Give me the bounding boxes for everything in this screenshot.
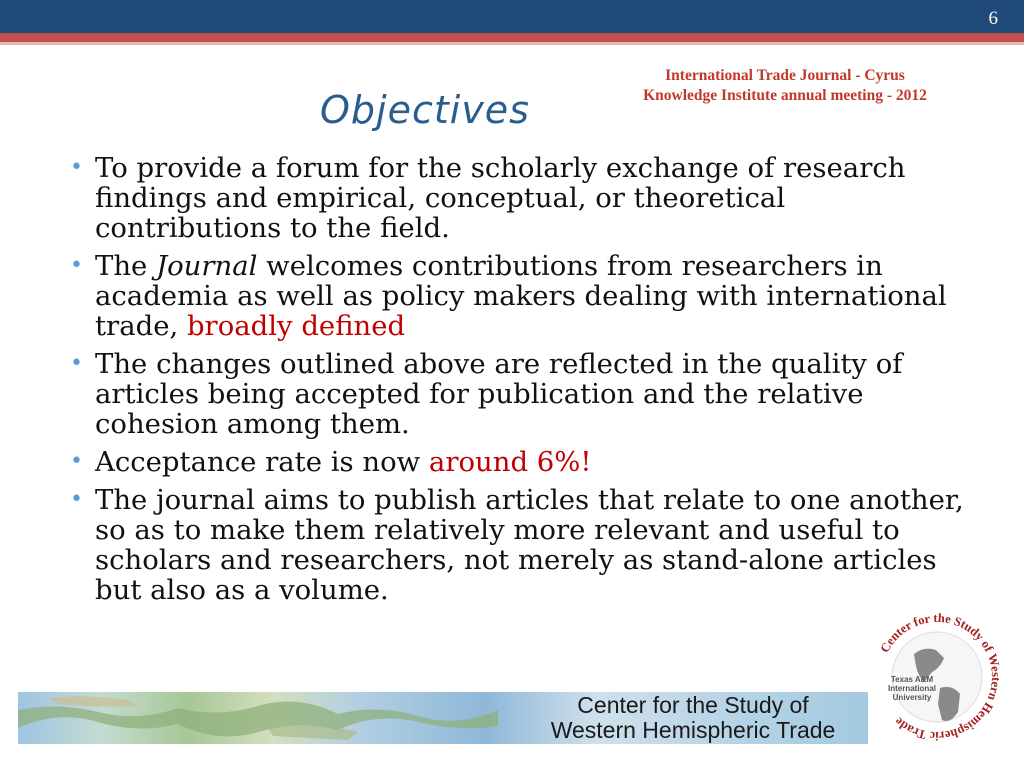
conference-line-2: Knowledge Institute annual meeting - 2012 [643, 87, 927, 104]
seal-center-line-2: International [887, 684, 937, 693]
bullet-item [70, 485, 970, 605]
bullet-icon: • [70, 155, 83, 180]
header-line [0, 42, 1024, 45]
bullet-text-mid: welcomes contributions from researchers in academia as well as policy makers dealing with international trade, [95, 250, 947, 342]
banner-line-1: Center for the Study of [577, 692, 809, 718]
footer-banner [18, 692, 868, 744]
bullet-item [70, 447, 970, 477]
conference-caption [560, 66, 1010, 106]
header-stripe [0, 33, 1024, 42]
slide-number: 6 [988, 8, 998, 29]
seal-center-line-3: University [892, 693, 932, 702]
bullet-text: The journal aims to publish articles that relate to one another, so as to make them relatively more relevant and useful to scholars and researchers, not merely as stand-alone articles but also as a volume. [95, 484, 964, 606]
bullet-list [70, 153, 970, 613]
highlight-broadly-defined: broadly defined [186, 310, 406, 342]
bullet-text: The changes outlined above are reflected in the quality of articles being accepted for publication and the relative cohesion among them. [95, 348, 903, 440]
header-bar [0, 0, 1024, 33]
bullet-text-pre: The [95, 250, 157, 282]
bullet-item [70, 153, 970, 243]
banner-line-2: Western Hemispheric Trade [550, 717, 836, 743]
bullet-icon: • [70, 351, 83, 376]
seal-ring-text: Center for the Study of Western Hemispheric Trade [877, 610, 1004, 744]
map-strip-icon [18, 692, 498, 744]
banner-title [518, 693, 868, 743]
highlight-acceptance-rate: around 6%! [428, 446, 592, 478]
journal-emphasis: Journal [156, 250, 258, 282]
bullet-text-pre: Acceptance rate is now [95, 446, 429, 478]
bullet-icon: • [70, 487, 83, 512]
conference-line-1: International Trade Journal - Cyrus [665, 67, 905, 84]
bullet-item [70, 251, 970, 341]
bullet-item [70, 349, 970, 439]
bullet-text: To provide a forum for the scholarly exchange of research findings and empirical, conceptual, or theoretical contributions to the field. [95, 152, 906, 244]
bullet-icon: • [70, 449, 83, 474]
slide-title: Objectives [320, 88, 530, 132]
seal-center-line-1: Texas A&M [890, 675, 934, 684]
center-seal-logo [862, 602, 1012, 752]
bullet-icon: • [70, 253, 83, 278]
